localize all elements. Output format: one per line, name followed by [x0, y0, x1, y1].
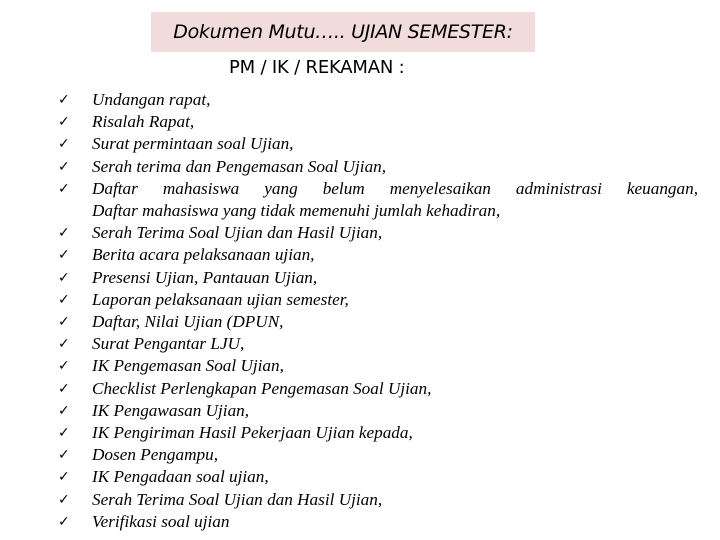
- checkmark-icon: ✓: [58, 158, 70, 175]
- checkmark-icon: ✓: [58, 291, 70, 308]
- list-item-text: IK Pengiriman Hasil Pekerjaan Ujian kepada,: [92, 423, 413, 443]
- checkmark-icon: ✓: [58, 225, 70, 242]
- list-item: [58, 378, 698, 400]
- checkmark-icon: ✓: [58, 269, 70, 286]
- list-item: [58, 444, 698, 466]
- checkmark-icon: ✓: [58, 513, 70, 530]
- checkmark-icon: ✓: [58, 380, 70, 397]
- list-item: [58, 267, 698, 289]
- list-item-text: Checklist Perlengkapan Pengemasan Soal Ujian,: [92, 378, 432, 398]
- list-item-continuation: [58, 200, 698, 222]
- list-item: [58, 311, 698, 333]
- list-item: [58, 466, 698, 488]
- list-item-text: Serah terima dan Pengemasan Soal Ujian,: [92, 156, 387, 176]
- list-item: [58, 422, 698, 444]
- list-item-text: Daftar mahasiswa yang belum menyelesaikan administrasi keuangan,: [92, 178, 698, 198]
- list-item-text: Dosen Pengampu,: [92, 445, 219, 465]
- list-item: [58, 178, 698, 200]
- list-item: [58, 511, 698, 533]
- checkmark-icon: ✓: [58, 402, 70, 419]
- list-item: [58, 333, 698, 355]
- list-item: [58, 89, 698, 111]
- checklist: [58, 89, 698, 533]
- checkmark-icon: ✓: [58, 491, 70, 508]
- list-item-text: Undangan rapat,: [92, 90, 211, 109]
- checkmark-icon: ✓: [58, 114, 70, 131]
- list-item-text: Risalah Rapat,: [92, 112, 195, 132]
- list-item: [58, 489, 698, 511]
- list-item: [58, 222, 698, 244]
- list-item-text: IK Pengadaan soal ujian,: [92, 467, 269, 487]
- list-item-text: Verifikasi soal ujian: [92, 511, 230, 531]
- list-item-text: IK Pengawasan Ujian,: [92, 400, 250, 420]
- checkmark-icon: ✓: [58, 447, 70, 464]
- document-title: Dokumen Mutu….. UJIAN SEMESTER:: [173, 21, 513, 43]
- list-item-text: Surat permintaan soal Ujian,: [92, 134, 294, 154]
- list-item-text: Serah Terima Soal Ujian dan Hasil Ujian,: [92, 223, 383, 243]
- list-item: [58, 111, 698, 133]
- list-item-text: Laporan pelaksanaan ujian semester,: [92, 289, 349, 309]
- checkmark-icon: ✓: [58, 336, 70, 353]
- checkmark-icon: ✓: [58, 358, 70, 375]
- list-item-text: Serah Terima Soal Ujian dan Hasil Ujian,: [92, 489, 383, 509]
- list-item-text: IK Pengemasan Soal Ujian,: [92, 356, 284, 376]
- checkmark-icon: ✓: [58, 469, 70, 486]
- list-item: [58, 289, 698, 311]
- list-item: [58, 244, 698, 266]
- checkmark-icon: ✓: [58, 136, 70, 153]
- list-item-text: Daftar mahasiswa yang tidak memenuhi jumlah kehadiran,: [92, 201, 501, 221]
- checkmark-icon: ✓: [58, 92, 70, 108]
- document-subtitle: PM / IK / REKAMAN :: [229, 57, 405, 78]
- list-item: [58, 400, 698, 422]
- list-item-text: Daftar, Nilai Ujian (DPUN,: [92, 312, 284, 332]
- list-item-text: Berita acara pelaksanaan ujian,: [92, 245, 315, 265]
- document-title-banner: [151, 12, 535, 52]
- checkmark-icon: ✓: [58, 180, 70, 197]
- list-item-text: Surat Pengantar LJU,: [92, 334, 245, 354]
- checkmark-icon: ✓: [58, 314, 70, 331]
- list-item-text: Presensi Ujian, Pantauan Ujian,: [92, 267, 318, 287]
- list-item: [58, 133, 698, 155]
- checkmark-icon: ✓: [58, 425, 70, 442]
- list-item: [58, 355, 698, 377]
- checkmark-icon: ✓: [58, 247, 70, 264]
- list-item: [58, 156, 698, 178]
